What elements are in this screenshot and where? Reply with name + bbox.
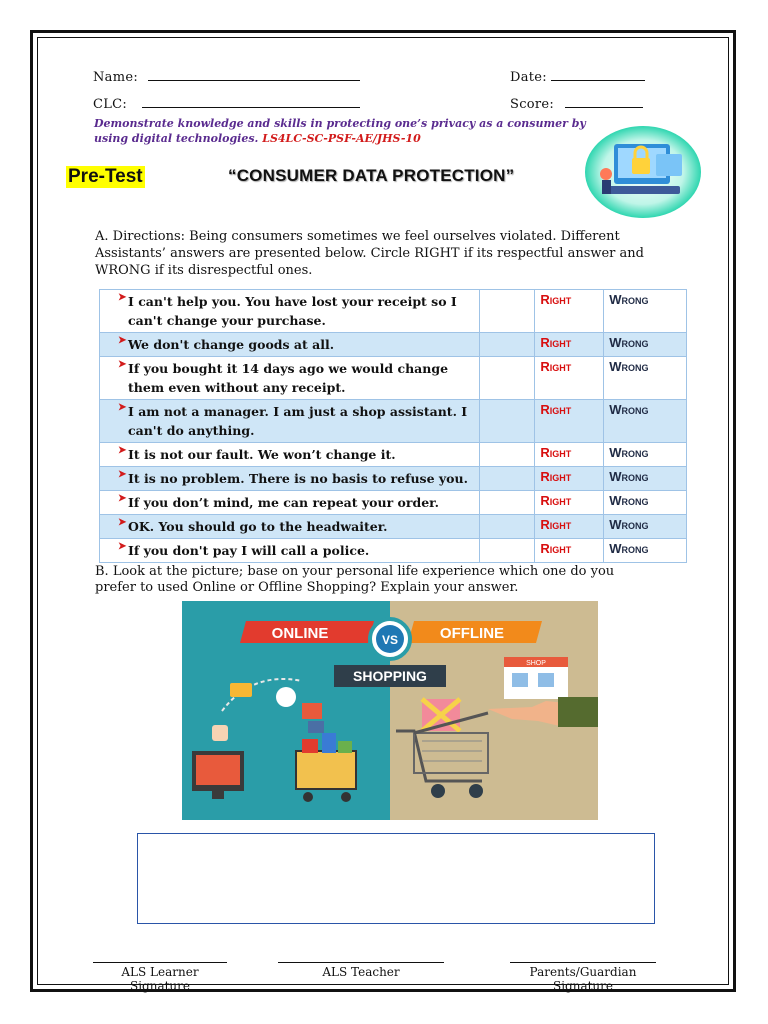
wrong-option[interactable]: Wrong: [604, 467, 687, 491]
blank-cell: [480, 467, 535, 491]
parent-signature[interactable]: [510, 962, 656, 993]
right-option[interactable]: Right: [535, 467, 604, 491]
wrong-option[interactable]: Wrong: [604, 290, 687, 333]
arrow-bullet-icon: ➤: [118, 292, 127, 303]
table-row: [100, 290, 687, 333]
right-option[interactable]: Right: [535, 443, 604, 467]
statement-text: It is no problem. There is no basis to refuse you.: [128, 471, 468, 486]
name-line[interactable]: [148, 68, 360, 81]
statement-text: I can't help you. You have lost your receipt so I can't change your purchase.: [128, 294, 457, 328]
arrow-bullet-icon: ➤: [118, 493, 127, 504]
wrong-option[interactable]: Wrong: [604, 515, 687, 539]
parent-signature-line: [510, 962, 656, 963]
arrow-bullet-icon: ➤: [118, 517, 127, 528]
vs-label: VS: [381, 633, 399, 647]
name-field[interactable]: [93, 68, 360, 85]
learner-signature-line: [93, 962, 227, 963]
right-option[interactable]: Right: [535, 515, 604, 539]
statement-text: We don't change goods at all.: [128, 337, 335, 352]
date-label: Date:: [510, 70, 547, 85]
table-row: [100, 443, 687, 467]
date-line[interactable]: [551, 68, 645, 81]
parent-signature-label: Parents/Guardian Signature: [529, 965, 637, 993]
arrow-bullet-icon: ➤: [118, 359, 127, 370]
arrow-bullet-icon: ➤: [118, 335, 127, 346]
wrong-option[interactable]: Wrong: [604, 357, 687, 400]
right-option[interactable]: Right: [535, 400, 604, 443]
table-row: [100, 333, 687, 357]
statement-cell: [100, 515, 480, 539]
clc-field[interactable]: [93, 95, 360, 112]
learner-signature[interactable]: [93, 962, 227, 993]
blank-cell: [480, 400, 535, 443]
shopping-label: SHOPPING: [353, 668, 427, 684]
statement-text: If you don’t mind, me can repeat your order.: [128, 495, 439, 510]
blank-cell: [480, 443, 535, 467]
answer-box[interactable]: [137, 833, 655, 924]
table-row: [100, 400, 687, 443]
blank-cell: [480, 491, 535, 515]
statement-cell: [100, 400, 480, 443]
blank-cell: [480, 333, 535, 357]
right-option[interactable]: Right: [535, 491, 604, 515]
objective-text: Demonstrate knowledge and skills in protecting one’s privacy as a consumer by using digital technologies.: [94, 117, 586, 145]
offline-label: OFFLINE: [439, 625, 505, 642]
name-label: Name:: [93, 70, 139, 85]
date-field[interactable]: [510, 68, 645, 85]
teacher-signature-line: [278, 962, 444, 963]
statement-text: OK. You should go to the headwaiter.: [128, 519, 388, 534]
statement-cell: [100, 357, 480, 400]
right-option[interactable]: Right: [535, 290, 604, 333]
statement-cell: [100, 467, 480, 491]
table-row: [100, 467, 687, 491]
learning-objective: [94, 116, 614, 146]
online-label: ONLINE: [271, 625, 329, 642]
clc-label: CLC:: [93, 97, 128, 112]
competency-code: LS4LC-SC-PSF-AE/JHS-10: [262, 132, 421, 145]
wrong-option[interactable]: Wrong: [604, 491, 687, 515]
response-table: [99, 289, 687, 563]
score-field[interactable]: [510, 95, 643, 112]
score-label: Score:: [510, 97, 555, 112]
online-vs-offline-shopping-image: [182, 601, 598, 820]
shop-sign-label: SHOP: [526, 660, 546, 667]
table-row: [100, 491, 687, 515]
part-a-directions: A. Directions: Being consumers sometimes we feel ourselves violated. Different Assistants’ answers are presented below. Circle RIGHT if its respectful answer and WRONG if its disrespectful ones.: [95, 229, 644, 278]
teacher-signature[interactable]: [278, 962, 444, 979]
arrow-bullet-icon: ➤: [118, 402, 127, 413]
blank-cell: [480, 539, 535, 563]
clc-line[interactable]: [142, 95, 360, 108]
blank-cell: [480, 357, 535, 400]
part-b-question: B. Look at the picture; base on your personal life experience which one do you prefer to used Online or Offline Shopping? Explain your answer.: [95, 564, 615, 595]
blank-cell: [480, 515, 535, 539]
table-row: [100, 539, 687, 563]
wrong-option[interactable]: Wrong: [604, 400, 687, 443]
blank-cell: [480, 290, 535, 333]
teacher-signature-label: ALS Teacher: [322, 965, 400, 979]
score-line[interactable]: [565, 95, 643, 108]
statement-text: It is not our fault. We won’t change it.: [128, 447, 396, 462]
wrong-option[interactable]: Wrong: [604, 333, 687, 357]
right-option[interactable]: Right: [535, 539, 604, 563]
statement-cell: [100, 290, 480, 333]
learner-signature-label: ALS Learner Signature: [121, 965, 199, 993]
statement-text: If you bought it 14 days ago we would change them even without any receipt.: [128, 361, 449, 395]
statement-cell: [100, 539, 480, 563]
statement-cell: [100, 443, 480, 467]
wrong-option[interactable]: Wrong: [604, 539, 687, 563]
right-option[interactable]: Right: [535, 357, 604, 400]
page-title: “CONSUMER DATA PROTECTION”: [228, 166, 515, 185]
arrow-bullet-icon: ➤: [118, 469, 127, 480]
data-protection-illustration: [584, 124, 702, 220]
statement-text: If you don't pay I will call a police.: [128, 543, 370, 558]
arrow-bullet-icon: ➤: [118, 445, 127, 456]
statement-cell: [100, 333, 480, 357]
arrow-bullet-icon: ➤: [118, 541, 127, 552]
wrong-option[interactable]: Wrong: [604, 443, 687, 467]
pretest-label: Pre-Test: [68, 166, 143, 187]
statement-cell: [100, 491, 480, 515]
right-option[interactable]: Right: [535, 333, 604, 357]
table-row: [100, 357, 687, 400]
statement-text: I am not a manager. I am just a shop assistant. I can't do anything.: [128, 404, 468, 438]
table-row: [100, 515, 687, 539]
